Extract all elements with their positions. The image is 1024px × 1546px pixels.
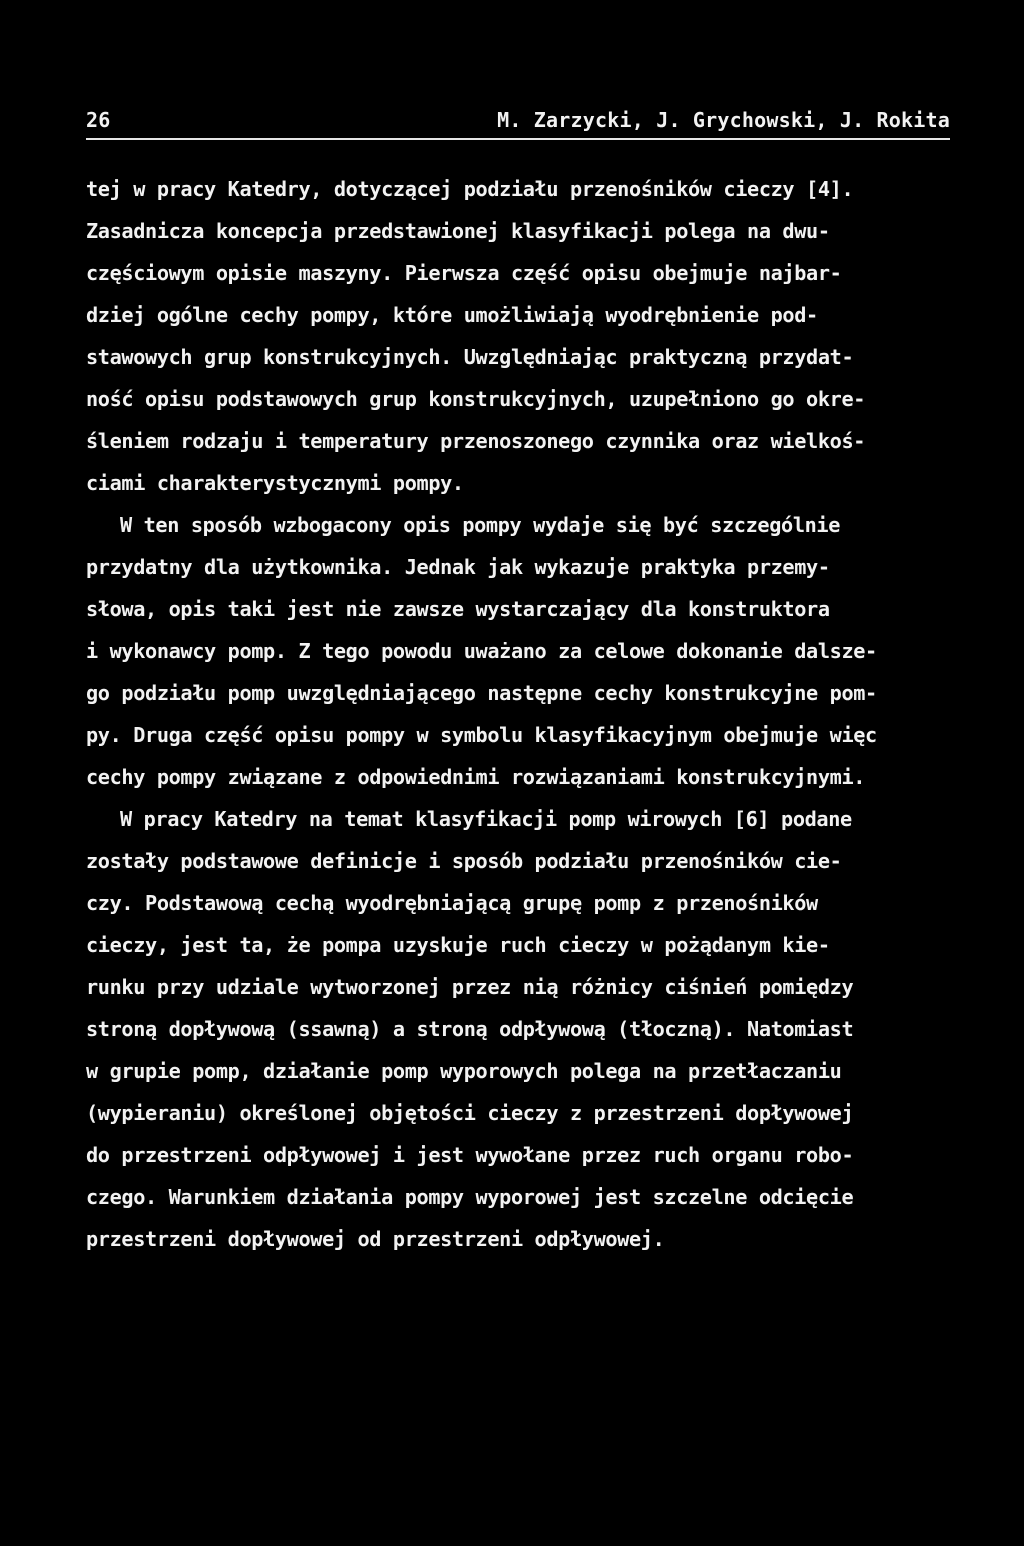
text-line: przydatny dla użytkownika. Jednak jak wykazuje praktyka przemy-: [86, 555, 830, 579]
text-line: runku przy udziale wytworzonej przez nią różnicy ciśnień pomiędzy: [86, 975, 854, 999]
text-line: w grupie pomp, działanie pomp wyporowych polega na przetłaczaniu: [86, 1059, 842, 1083]
text-line: stroną dopływową (ssawną) a stroną odpływową (tłoczną). Natomiast: [86, 1017, 854, 1041]
text-line: do przestrzeni odpływowej i jest wywołane przez ruch organu robo-: [86, 1143, 854, 1167]
body-text: [86, 168, 966, 1260]
text-line: cechy pompy związane z odpowiednimi rozwiązaniami konstrukcyjnymi.: [86, 765, 866, 789]
text-line: i wykonawcy pomp. Z tego powodu uważano za celowe dokonanie dalsze-: [86, 639, 877, 663]
text-line: cieczy, jest ta, że pompa uzyskuje ruch cieczy w pożądanym kie-: [86, 933, 830, 957]
text-line: zostały podstawowe definicje i sposób podziału przenośników cie-: [86, 849, 842, 873]
text-line: (wypieraniu) określonej objętości cieczy z przestrzeni dopływowej: [86, 1101, 854, 1125]
text-line: dziej ogólne cechy pompy, które umożliwiają wyodrębnienie pod-: [86, 303, 818, 327]
text-line: częściowym opisie maszyny. Pierwsza część opisu obejmuje najbar-: [86, 261, 842, 285]
text-line: słowa, opis taki jest nie zawsze wystarczający dla konstruktora: [86, 597, 830, 621]
paragraph-first-line: W pracy Katedry na temat klasyfikacji pomp wirowych [6] podane: [120, 807, 852, 831]
text-line: przestrzeni dopływowej od przestrzeni odpływowej.: [86, 1227, 665, 1251]
header-authors: M. Zarzycki, J. Grychowski, J. Rokita: [497, 108, 950, 132]
text-line: py. Druga część opisu pompy w symbolu klasyfikacyjnym obejmuje więc: [86, 723, 877, 747]
text-line: czego. Warunkiem działania pompy wyporowej jest szczelne odcięcie: [86, 1185, 854, 1209]
text-line: tej w pracy Katedry, dotyczącej podziału przenośników cieczy [4].: [86, 177, 854, 201]
text-line: Zasadnicza koncepcja przedstawionej klasyfikacji polega na dwu-: [86, 219, 830, 243]
text-line: go podziału pomp uwzględniającego następne cechy konstrukcyjne pom-: [86, 681, 877, 705]
text-line: stawowych grup konstrukcyjnych. Uwzględniając praktyczną przydat-: [86, 345, 854, 369]
text-line: czy. Podstawową cechą wyodrębniającą grupę pomp z przenośników: [86, 891, 818, 915]
page-number: 26: [86, 108, 111, 132]
running-header: [86, 108, 950, 140]
text-line: ność opisu podstawowych grup konstrukcyjnych, uzupełniono go okre-: [86, 387, 866, 411]
text-line: ciami charakterystycznymi pompy.: [86, 471, 464, 495]
text-line: śleniem rodzaju i temperatury przenoszonego czynnika oraz wielkoś-: [86, 429, 866, 453]
paragraph-first-line: W ten sposób wzbogacony opis pompy wydaje się być szczególnie: [120, 513, 841, 537]
